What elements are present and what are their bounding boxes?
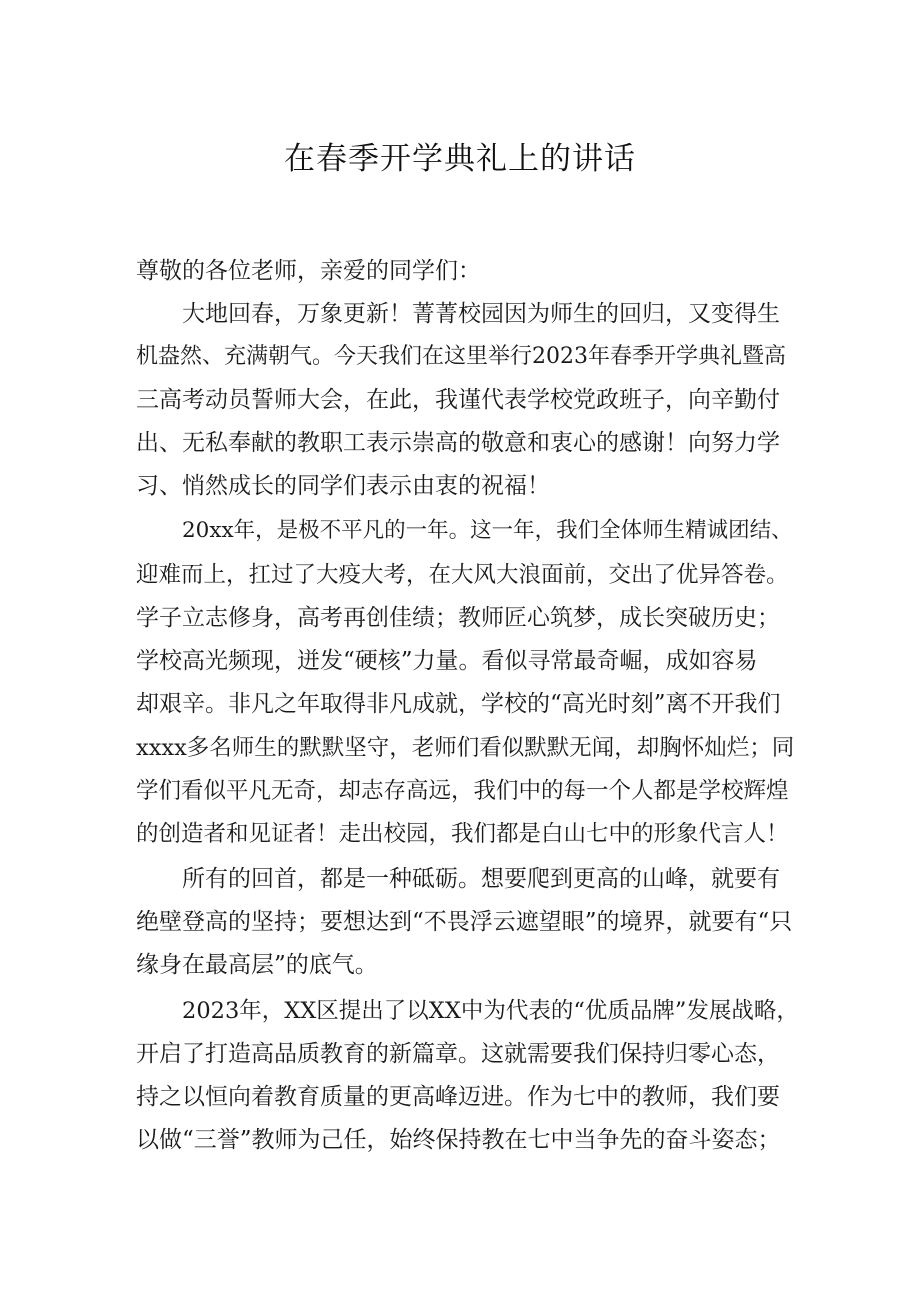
paragraph-line: 学们看似平凡无奇，却志存高远，我们中的每一个人都是学校辉煌: [136, 778, 789, 804]
paragraph-line: 机盎然、充满朝气。今天我们在这里举行2023年春季开学典礼暨高: [136, 344, 786, 369]
paragraph-line: 所有的回首，都是一种砥砺。想要爬到更高的山峰，就要有: [182, 866, 780, 892]
paragraph-line: 2023年，XX区提出了以XX中为代表的“优质品牌”发展战略，: [182, 998, 799, 1024]
paragraph-line: 持之以恒向着教育质量的更高峰迈进。作为七中的教师，我们要: [136, 1084, 780, 1110]
paragraph-line: 缘身在最高层”的底气。: [136, 952, 378, 978]
paragraph-line: 20xx年，是极不平凡的一年。这一年，我们全体师生精诚团结、: [182, 518, 793, 543]
paragraph-line: 的创造者和见证者！走出校园，我们都是白山七中的形象代言人！: [136, 821, 789, 847]
paragraph-line: 开启了打造高品质教育的新篇章。这就需要我们保持归零心态，: [136, 1041, 780, 1067]
paragraph-line: 绝壁登高的坚持；要想达到“不畏浮云遮望眼”的境界，就要有“只: [136, 909, 793, 935]
paragraph-line: xxxx多名师生的默默坚守，老师们看似默默无闻，却胸怀灿烂；同: [136, 735, 795, 761]
paragraph-line: 三高考动员誓师大会，在此，我谨代表学校党政班子，向辛勤付: [136, 387, 780, 413]
paragraph-line: 迎难而上，扛过了大疫大考，在大风大浪面前，交出了优异答卷。: [136, 562, 789, 588]
paragraph-line: 大地回春，万象更新！菁菁校园因为师生的回归，又变得生: [182, 301, 780, 327]
paragraph-line: 学校高光频现，迸发“硬核”力量。看似寻常最奇崛，成如容易: [136, 648, 758, 674]
document-title: 在春季开学典礼上的讲话: [284, 141, 636, 177]
paragraph-line: 以做“三誉”教师为己任，始终保持教在七中当争先的奋斗姿态；: [136, 1127, 781, 1153]
paragraph-line: 却艰辛。非凡之年取得非凡成就，学校的“高光时刻”离不开我们: [136, 691, 781, 717]
salutation-line: 尊敬的各位老师，亲爱的同学们：: [136, 258, 481, 284]
paragraph-line: 出、无私奉献的教职工表示崇高的敬意和衷心的感谢！向努力学: [136, 430, 780, 456]
paragraph-line: 习、悄然成长的同学们表示由衷的祝福！: [136, 473, 550, 499]
paragraph-line: 学子立志修身，高考再创佳绩；教师匠心筑梦，成长突破历史；: [136, 605, 780, 631]
